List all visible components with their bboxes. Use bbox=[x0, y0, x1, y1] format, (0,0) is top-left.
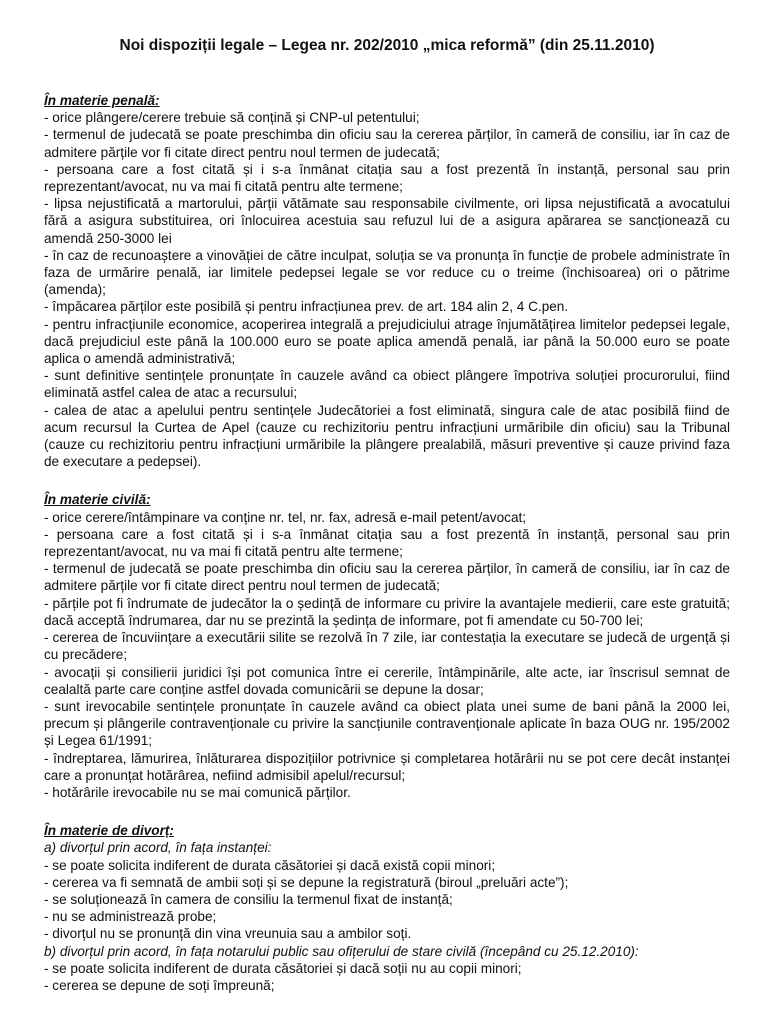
list-item: - orice plângere/cerere trebuie să conțină și CNP-ul petentului; bbox=[44, 110, 420, 126]
list-item: - cererea va fi semnată de ambii soți și se depune la registratură (biroul „preluări acte”); bbox=[44, 874, 569, 890]
list-item: - hotărârile irevocabile nu se mai comunică părților. bbox=[44, 784, 351, 800]
list-item: - cererea de încuviințare a executării silite se rezolvă în 7 zile, iar contestația la executare se judecă de urgență și cu precădere; bbox=[44, 630, 730, 663]
list-item: - se soluționează în camera de consiliu la termenul fixat de instanță; bbox=[44, 891, 453, 907]
list-item: - divorțul nu se pronunță din vina vreunuia sau a ambilor soți. bbox=[44, 926, 412, 942]
document-page bbox=[44, 36, 730, 1015]
section-heading-civil: În materie civilă: bbox=[44, 492, 151, 508]
list-item: - termenul de judecată se poate preschimba din oficiu sau la cererea părților, în cameră de consiliu, iar în caz de admitere părțile vor fi citate direct pentru noul termen de judecată; bbox=[44, 561, 730, 594]
list-item: - sunt definitive sentințele pronunțate în cauzele având ca obiect plângere împotriva soluției procurorului, fiind eliminată astfel calea de atac a recursului; bbox=[44, 368, 730, 401]
list-item: - se poate solicita indiferent de durata căsătoriei și dacă există copii minori; bbox=[44, 857, 496, 873]
section-heading-divort: În materie de divorț: bbox=[44, 823, 174, 839]
subheading-divort-notar: b) divorțul prin acord, în fața notarului public sau ofițerului de stare civilă (începând cu 25.12.2010): bbox=[44, 943, 639, 959]
section-heading-penal: În materie penală: bbox=[44, 93, 160, 108]
document-title: Noi dispoziții legale – Legea nr. 202/2010 „mica reformă” (din 25.11.2010) bbox=[119, 37, 655, 54]
list-item: - lipsa nejustificată a martorului, părții vătămate sau responsabile civilmente, ori lipsa nejustificată a avocatului fără a asigura substituirea, ori înlocuirea acestuia sau refuzul lui de a asigura apărarea se sancționează cu amendă 250-3000 lei bbox=[44, 196, 730, 246]
list-item: - sunt irevocabile sentințele pronunțate în cauzele având ca obiect plata unei sume de bani până la 2000 lei, precum și plângerile contravenționale cu privire la sancțiunile contravenționale aplicate în baza OUG nr. 195/2002 și Legea 61/1991; bbox=[44, 698, 730, 749]
list-item: - părțile pot fi îndrumate de judecător la o ședință de informare cu privire la avantajele medierii, care este gratuită; dacă acceptă îndrumarea, dar nu se prezintă la ședința de informare, pot fi amendate cu 50-700 lei; bbox=[44, 595, 730, 628]
list-item: - îndreptarea, lămurirea, înlăturarea dispozițiilor potrivnice și completarea hotărârii nu se pot cere decât instanței care a pronunțat hotărârea, nefiind admisibil apelul/recursul; bbox=[44, 750, 730, 783]
section-divort bbox=[44, 822, 730, 994]
section-civil bbox=[44, 491, 730, 801]
list-item: - avocații și consilierii juridici își pot comunica între ei cererile, întâmpinările, alte acte, iar înscrisul semnat de cealaltă parte care conține astfel dovada comunicării se depune la dosar; bbox=[44, 664, 730, 697]
list-item: - se poate solicita indiferent de durata căsătoriei și dacă soții nu au copii minori; bbox=[44, 960, 522, 976]
subheading-divort-instanta: a) divorțul prin acord, în fața instanței: bbox=[44, 840, 272, 856]
list-item: - nu se administrează probe; bbox=[44, 909, 217, 925]
list-item: - persoana care a fost citată și i s-a înmânat citația sau a fost prezentă în instanță, personal sau prin reprezentant/avocat, nu va mai fi citată pentru alte termene; bbox=[44, 161, 730, 195]
list-item: - persoana care a fost citată și i s-a înmânat citația sau a fost prezentă în instanță, personal sau prin reprezentant/avocat, nu va mai fi citată pentru alte termene; bbox=[44, 526, 730, 560]
list-item: - în caz de recunoaștere a vinovăției de către inculpat, soluția se va pronunța în funcție de probele administrate în faza de urmărire penală, iar limitele pedepsei legale se vor reduce cu o treime (închisoarea) ori o pătrime (amenda); bbox=[44, 247, 730, 298]
list-item: - calea de atac a apelului pentru sentințele Judecătoriei a fost eliminată, singura cale de atac posibilă fiind de acum recursul la Curtea de Apel (cauze cu rechizitoriu pentru infracțiuni urmăribile din oficiu) sau la Tribunal (cauze cu rechizitoriu pentru infracțiuni urmăribile la plângere prealabilă, măsuri preventive și cauze privind faza de executare a pedepsei). bbox=[44, 402, 730, 470]
list-item: - termenul de judecată se poate preschimba din oficiu sau la cererea părților, în cameră de consiliu, iar în caz de admitere părțile vor fi citate direct pentru noul termen de judecată; bbox=[44, 127, 730, 160]
list-item: - pentru infracțiunile economice, acoperirea integrală a prejudiciului atrage înjumătățirea limitelor pedepsei legale, dacă prejudiciul este până la 100.000 euro se poate aplica amendă penală, iar până la 50.000 euro se poate aplica o amendă administrativă; bbox=[44, 316, 730, 367]
list-item: - împăcarea părților este posibilă și pentru infracțiunea prev. de art. 184 alin 2, 4 C.pen. bbox=[44, 299, 569, 315]
list-item: - orice cerere/întâmpinare va conține nr. tel, nr. fax, adresă e-mail petent/avocat; bbox=[44, 509, 527, 525]
list-item: - cererea se depune de soți împreună; bbox=[44, 977, 275, 993]
section-penal bbox=[44, 92, 730, 470]
